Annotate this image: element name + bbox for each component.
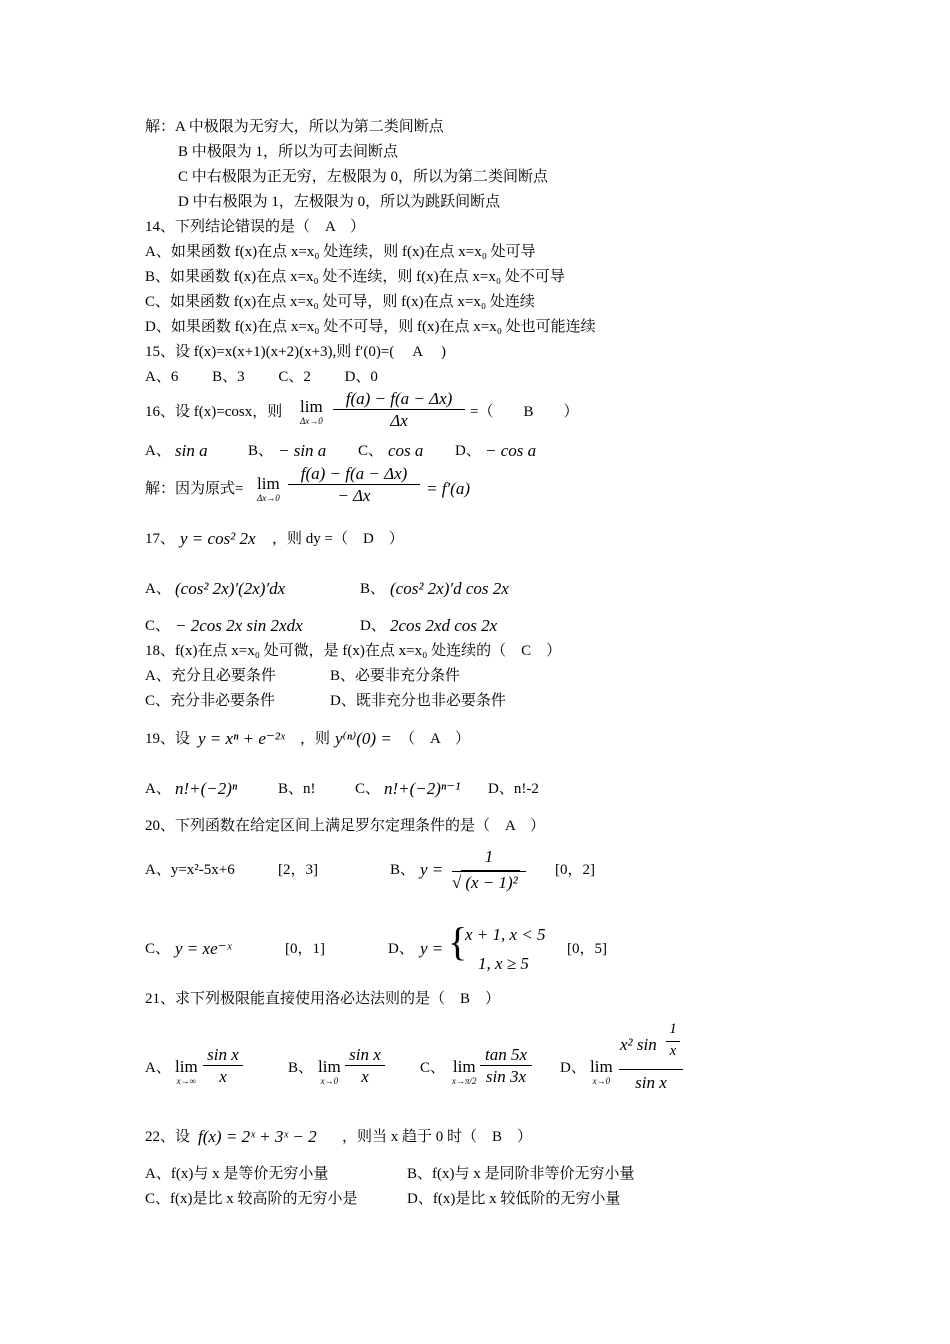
q20-a-interval: [2，3]: [278, 862, 318, 878]
q21-c-label: C、: [420, 1060, 446, 1076]
q21-d-inner-numerator: 1: [669, 1021, 677, 1037]
q17-prefix: 17、: [145, 531, 176, 547]
q19-expr2: y⁽ⁿ⁾(0) =: [335, 729, 392, 748]
q16-opt-a: sin a: [175, 441, 208, 460]
q16-opt-c: cos a: [388, 441, 424, 460]
q20-b-denominator: √ (x − 1)²: [452, 874, 520, 891]
q21-d-label: D、: [560, 1060, 586, 1076]
q17-suffix: ，则 dy =（ D ）: [272, 531, 404, 547]
q16-opt-c-label: C、: [358, 443, 384, 459]
q17-c-label: C、: [145, 618, 171, 634]
q19-c: n!+(−2)ⁿ⁻¹: [384, 779, 461, 798]
q18-option-b: B、必要非充分条件: [330, 668, 461, 684]
q21-d-limit: lim x→0: [590, 1057, 613, 1086]
q20-c: y = xe⁻ˣ: [175, 939, 232, 958]
q21-b-label: B、: [288, 1060, 314, 1076]
q16-suffix: =（ B ）: [470, 404, 579, 420]
q20-d-label: D、: [388, 941, 414, 957]
q18-option-a: A、充分且必要条件: [145, 668, 276, 684]
q19-a: n!+(−2)ⁿ: [175, 779, 238, 798]
q17-c: − 2cos 2x sin 2xdx: [175, 616, 303, 635]
q17-a-label: A、: [145, 581, 171, 597]
q21-d-inner-bar: [666, 1041, 680, 1042]
q19-a-label: A、: [145, 781, 171, 797]
q16-limit: lim Δx→0: [300, 397, 323, 426]
q18-option-d: D、既非充分也非必要条件: [330, 693, 506, 709]
q22-option-b: B、f(x)与 x 是同阶非等价无穷小量: [407, 1166, 635, 1182]
q22-suffix: ，则当 x 趋于 0 时（ B ）: [342, 1129, 533, 1145]
q20-c-interval: [0，1]: [285, 941, 325, 957]
q21-d-fraction-bar: [619, 1069, 683, 1070]
q19-mid: ，则: [300, 731, 331, 747]
q20-d-case-1: x + 1, x < 5: [465, 925, 546, 944]
q16-prefix: 16、设 f(x)=cosx，则: [145, 404, 283, 420]
q16-solution-limit: lim Δx→0: [257, 474, 280, 503]
solution-line-4: D 中右极限为 1，左极限为 0，所以为跳跃间断点: [178, 194, 501, 210]
q20-option-a: A、y=x²-5x+6: [145, 862, 235, 878]
q17-d: 2cos 2xd cos 2x: [390, 616, 498, 635]
q21-b-limit: lim x→0: [318, 1057, 341, 1086]
q16-opt-a-label: A、: [145, 443, 171, 459]
q14-stem: 14、下列结论错误的是（ A ）: [145, 219, 366, 235]
q16-solution-result: = f′(a): [426, 479, 470, 498]
q17-d-label: D、: [360, 618, 386, 634]
q16-solution-prefix: 解：因为原式=: [145, 481, 244, 497]
q21-a-fraction: $\frac{\text{sin x}}{x}$: [203, 1046, 243, 1085]
q16-solution-fraction: $\frac{f(a) - f(a - \Delta x)}{- \Delta x}$: [288, 465, 420, 504]
q19-c-label: C、: [355, 781, 381, 797]
q17-b: (cos² 2x)′d cos 2x: [390, 579, 509, 598]
q19-option-b: B、n!: [278, 781, 316, 797]
q22-option-a: A、f(x)与 x 是等价无穷小量: [145, 1166, 329, 1182]
q20-d-case-2: 1, x ≥ 5: [478, 954, 529, 973]
q14-option-d: D、如果函数 f(x)在点 x=x₀ 处不可导，则 f(x)在点 x=x₀ 处也可能连续: [145, 319, 596, 335]
q15-options: A、6 B、3 C、2 D、0: [145, 369, 378, 385]
q22-prefix: 22、设: [145, 1129, 191, 1145]
q20-b-lhs: y =: [420, 860, 444, 879]
solution-line-3: C 中右极限为正无穷，左极限为 0，所以为第二类间断点: [178, 169, 549, 185]
q21-c-limit: lim x→π/2: [452, 1057, 477, 1086]
q16-fraction: $\frac{f(a) - f(a - \Delta x)}{\Delta x}$: [333, 390, 465, 429]
q21-d-numerator-pre: x² sin: [620, 1035, 657, 1054]
q20-d-lhs: y =: [420, 939, 444, 958]
q21-a-label: A、: [145, 1060, 171, 1076]
q20-stem: 20、下列函数在给定区间上满足罗尔定理条件的是（ A ）: [145, 818, 546, 834]
q17-a: (cos² 2x)′(2x)′dx: [175, 579, 286, 598]
q16-opt-d: − cos a: [485, 441, 537, 460]
solution-line-2: B 中极限为 1，所以为可去间断点: [178, 144, 399, 160]
q21-d-denominator: sin x: [635, 1073, 667, 1092]
q19-expr: y = xⁿ + e⁻²ˣ: [198, 729, 285, 748]
q16-opt-b-label: B、: [248, 443, 274, 459]
solution-line-1: 解：A 中极限为无穷大，所以为第二类间断点: [145, 119, 444, 135]
q20-b-interval: [0，2]: [555, 862, 595, 878]
q14-option-a: A、如果函数 f(x)在点 x=x₀ 处连续，则 f(x)在点 x=x₀ 处可导: [145, 244, 536, 260]
q20-b-numerator: 1: [484, 847, 494, 866]
q18-stem: 18、f(x)在点 x=x₀ 处可微，是 f(x)在点 x=x₀ 处连续的（ C ）: [145, 643, 562, 659]
q19-prefix: 19、设: [145, 731, 191, 747]
q21-stem: 21、求下列极限能直接使用洛必达法则的是（ B ）: [145, 991, 501, 1007]
q17-b-label: B、: [360, 581, 386, 597]
q15-stem: 15、设 f(x)=x(x+1)(x+2)(x+3),则 f′(0)=( A ): [145, 344, 446, 360]
q22-expr: f(x) = 2ˣ + 3ˣ − 2: [198, 1127, 317, 1146]
q21-d-inner-denominator: x: [669, 1043, 677, 1059]
q18-option-c: C、充分非必要条件: [145, 693, 276, 709]
q20-b-label: B、: [390, 862, 416, 878]
q20-d-brace: {: [448, 919, 468, 964]
q22-option-d: D、f(x)是比 x 较低阶的无穷小量: [407, 1191, 621, 1207]
q17-expr: y = cos² 2x: [180, 529, 256, 548]
q21-b-fraction: $\frac{\text{sin x}}{x}$: [345, 1046, 385, 1085]
q22-option-c: C、f(x)是比 x 较高阶的无穷小是: [145, 1191, 358, 1207]
q14-option-c: C、如果函数 f(x)在点 x=x₀ 处可导，则 f(x)在点 x=x₀ 处连续: [145, 294, 535, 310]
q16-opt-d-label: D、: [455, 443, 481, 459]
q21-a-limit: lim x→∞: [175, 1057, 198, 1086]
q19-suffix: （ A ）: [400, 731, 471, 747]
q19-option-d: D、n!-2: [488, 781, 539, 797]
q20-c-label: C、: [145, 941, 171, 957]
q14-option-b: B、如果函数 f(x)在点 x=x₀ 处不连续，则 f(x)在点 x=x₀ 处不可导: [145, 269, 565, 285]
q21-c-fraction: $\frac{\tan 5x}{\sin 3x}$: [480, 1046, 532, 1085]
q20-d-interval: [0，5]: [567, 941, 607, 957]
q16-opt-b: − sin a: [278, 441, 327, 460]
